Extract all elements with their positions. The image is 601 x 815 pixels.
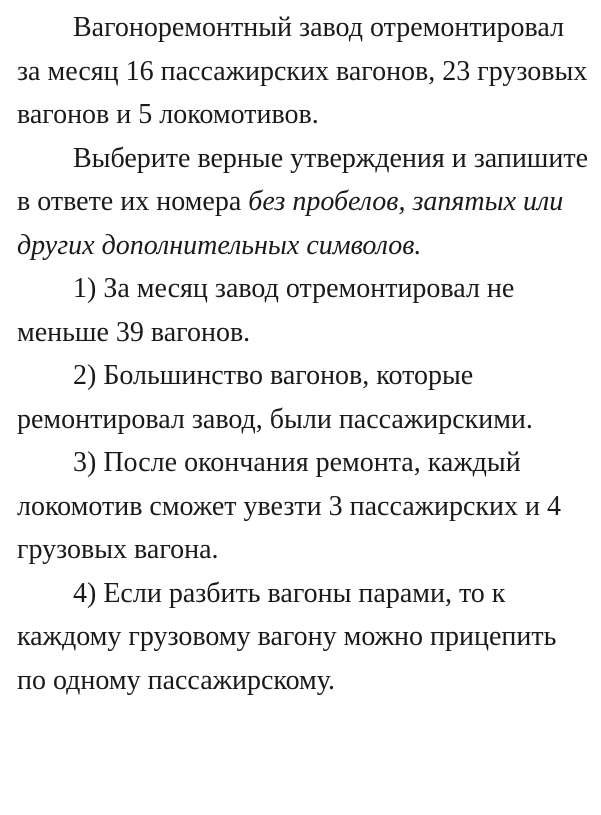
statement-4: 4) Если разбить вагоны парами, то к каждому грузовому вагону можно прицепить по одному пассажирскому. <box>17 577 557 696</box>
statement-3: 3) После окончания ремонта, каждый локомотив сможет увезти 3 пассажирских и 4 грузовых вагона. <box>17 447 561 565</box>
task-instruction <box>17 137 589 268</box>
instruction-text: Выберите верные утверждения и запишите в ответе их номера <box>17 142 589 217</box>
task-intro: Вагоноремонтный завод отремонтировал за месяц 16 пассажирских вагонов, 23 грузовых вагонов и 5 локомотивов. <box>17 12 588 130</box>
statement-1: 1) За месяц завод отремонтировал не меньше 39 вагонов. <box>17 273 515 348</box>
instruction-italic-text: без пробелов, запятых или других дополнительных символов. <box>17 186 564 261</box>
statement-2: 2) Большинство вагонов, которые ремонтировал завод, были пассажирскими. <box>17 360 533 435</box>
